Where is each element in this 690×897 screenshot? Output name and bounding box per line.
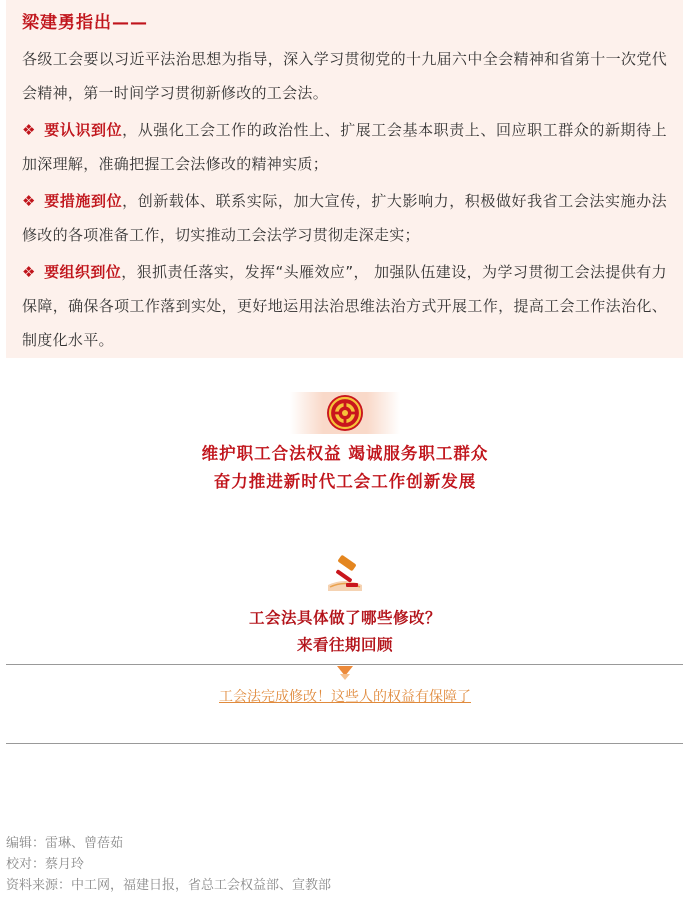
item-heading: 要认识到位 [44,121,123,139]
list-item [22,184,667,252]
speaker-heading: 梁建勇指出—— [22,13,148,33]
bullet-icon: ❖ [22,121,36,139]
review-link[interactable]: 工会法完成修改！这些人的权益有保障了 [219,689,471,705]
review-question: 工会法具体做了哪些修改？ [248,609,441,627]
item-text: ，从强化工会工作的政治性上、扩展工会基本职责上、回应职工群众的新期待上加深理解，准确把握工会法修改的精神实质； [22,121,667,173]
credit-source: 资料来源：中工网，福建日报，省总工会权益部、宣教部 [6,878,332,893]
triangle-down-inner-icon [340,674,350,680]
gavel-icon [324,555,366,593]
credit-editor: 编辑：雷琳、曾蓓茹 [6,836,124,851]
item-text: ，狠抓责任落实，发挥“头雁效应”， 加强队伍建设，为学习贯彻工会法提供有力保障，确保各项工作落到实处，更好地运用法治思维法治方式开展工作，提高工会工作法治化、制度化水平。 [22,263,667,349]
speech-panel [6,0,683,358]
bullet-icon: ❖ [22,192,36,210]
trade-union-emblem-icon [326,394,364,432]
item-heading: 要组织到位 [44,263,122,281]
credit-proofreader: 校对：蔡月玲 [6,857,85,872]
slogan-line-1: 维护职工合法权益 竭诚服务职工群众 [201,444,489,463]
item-heading: 要措施到位 [44,192,123,210]
bullet-icon: ❖ [22,263,36,281]
divider-top [6,664,683,665]
item-text: ，创新载体、联系实际，加大宣传，扩大影响力，积极做好我省工会法实施办法修改的各项准备工作，切实推动工会法学习贯彻走深走实； [22,192,667,244]
divider-bottom [6,743,683,744]
review-subtitle: 来看往期回顾 [296,636,393,654]
list-item [22,113,667,181]
list-item [22,255,667,357]
slogan-line-2: 奋力推进新时代工会工作创新发展 [213,472,477,491]
intro-paragraph: 各级工会要以习近平法治思想为指导，深入学习贯彻党的十九届六中全会精神和省第十一次党代会精神，第一时间学习贯彻新修改的工会法。 [22,50,667,102]
